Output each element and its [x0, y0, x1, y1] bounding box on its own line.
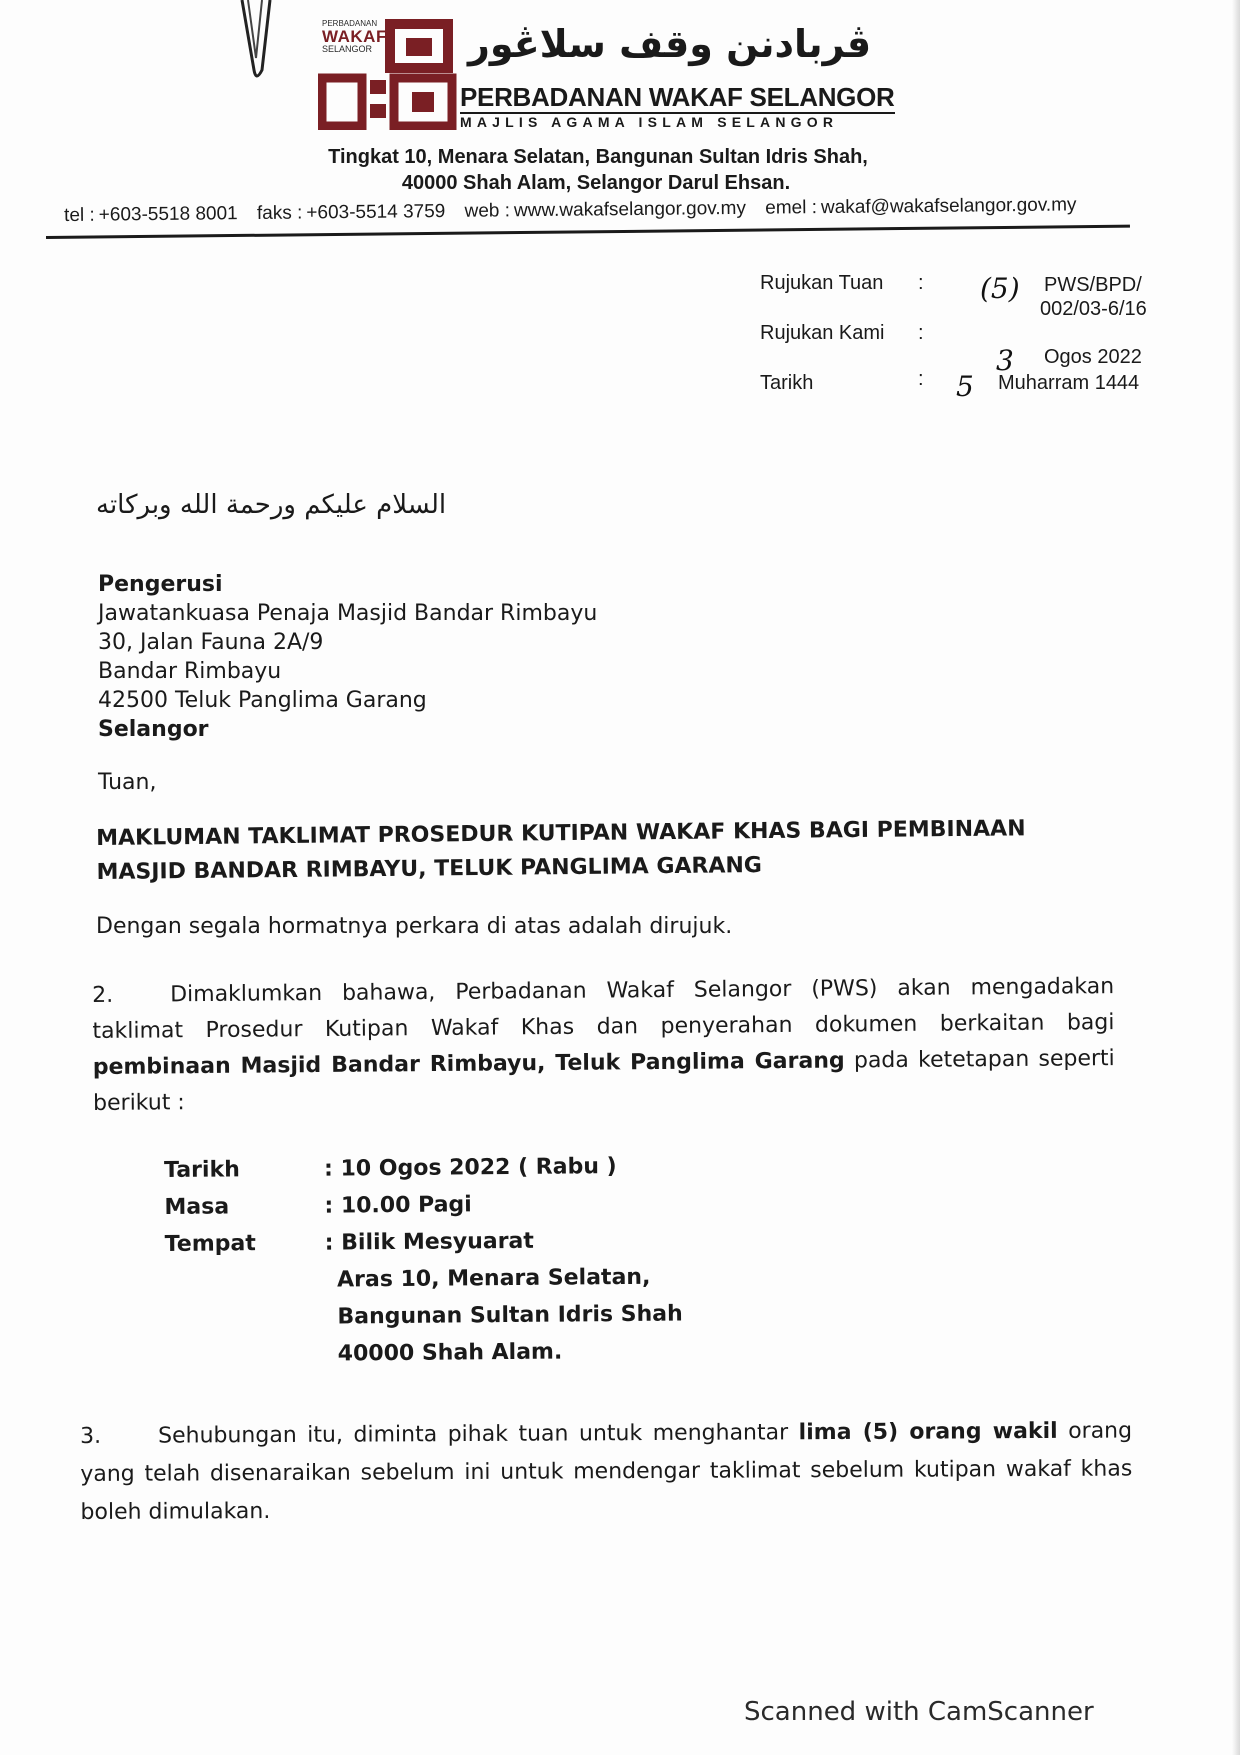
header-divider	[46, 225, 1130, 239]
recipient-line-1: Jawatankuasa Penaja Masjid Bandar Rimbayu	[98, 601, 598, 626]
letterhead-logo	[318, 18, 895, 138]
recipient-title: Pengerusi	[98, 572, 223, 597]
hijri-handwritten-day: 5	[956, 370, 974, 403]
paragraph-3-text-a: Sehubungan itu, diminta pihak tuan untuk menghantar	[158, 1420, 799, 1449]
letter-subject	[96, 811, 1137, 890]
org-subtitle: MAJLIS AGAMA ISLAM SELANGOR	[460, 114, 839, 130]
paragraph-3-bold: lima (5) orang wakil	[798, 1418, 1058, 1446]
recipient-line-2: 30, Jalan Fauna 2A/9	[98, 630, 324, 655]
arabic-org-title: ڤربادنن وقف سلاڠور	[468, 22, 872, 66]
paragraph-2-number: 2.	[92, 982, 114, 1008]
rujukan-kami-colon: :	[918, 322, 924, 344]
recipient-address	[98, 570, 597, 744]
web-label: web :	[464, 200, 511, 222]
logo-text-selangor: SELANGOR	[322, 44, 373, 54]
detail-tempat-value: : Bilik Mesyuarat	[324, 1228, 534, 1256]
paragraph-3-number: 3.	[80, 1423, 102, 1449]
tel-value: +603-5518 8001	[98, 203, 238, 226]
rujukan-kami-line2: 002/03-6/16	[1040, 298, 1147, 320]
meeting-details	[164, 1154, 683, 1380]
subject-line-1: MAKLUMAN TAKLIMAT PROSEDUR KUTIPAN WAKAF KHAS BAGI PEMBINAAN	[96, 816, 1026, 851]
tarikh-colon: :	[918, 368, 924, 390]
recipient-line-3: Bandar Rimbayu	[98, 659, 282, 684]
tel-label: tel :	[64, 204, 95, 226]
fax-label: faks :	[256, 202, 303, 224]
paragraph-2-bold: pembinaan Masjid Bandar Rimbayu, Teluk Panglima Garang	[92, 1048, 845, 1080]
detail-tempat-line-3-text: Bangunan Sultan Idris Shah	[337, 1301, 683, 1330]
recipient-line-4: 42500 Teluk Panglima Garang	[98, 688, 427, 713]
recipient-line-5: Selangor	[98, 717, 209, 742]
logo-text-perbadanan: PERBADANAN	[322, 19, 378, 28]
page-edge-shadow	[1232, 0, 1240, 1755]
rujukan-tuan-colon: :	[918, 272, 924, 294]
subject-line-2: MASJID BANDAR RIMBAYU, TELUK PANGLIMA GARANG	[96, 853, 763, 885]
detail-tempat-line-2-text: Aras 10, Menara Selatan,	[336, 1264, 651, 1293]
arabic-greeting: السلام عليكم ورحمة الله وبركاته	[96, 490, 447, 520]
logo-wordmark	[322, 19, 387, 54]
detail-tempat-label: Tempat	[164, 1231, 256, 1257]
address-line-1: Tingkat 10, Menara Selatan, Bangunan Sultan Idris Shah,	[328, 146, 868, 168]
paper-clip-icon	[236, 0, 276, 90]
rujukan-tuan-label: Rujukan Tuan	[760, 272, 884, 294]
tarikh-handwritten-day: 3	[996, 344, 1014, 377]
camscanner-watermark: Scanned with CamScanner	[744, 1697, 1094, 1727]
contact-line	[64, 194, 1124, 227]
paragraph-2-text-b: pada ketetapan seperti berikut :	[92, 1046, 1115, 1116]
hijri-month: Muharram 1444	[998, 372, 1140, 394]
detail-masa-label: Masa	[164, 1194, 230, 1220]
org-name: PERBADANAN WAKAF SELANGOR	[460, 82, 895, 112]
tarikh-month: Ogos 2022	[1044, 346, 1142, 368]
logo-text-wakaf: WAKAF	[322, 27, 387, 46]
salutation: Tuan,	[98, 770, 157, 795]
detail-masa-value: : 10.00 Pagi	[324, 1192, 472, 1219]
email-value: wakaf@wakafselangor.gov.my	[820, 194, 1077, 219]
paragraph-3-text-b: orang yang telah disenaraikan sebelum ini untuk mendengar taklimat sebelum kutipan wakaf khas boleh dimulakan.	[80, 1418, 1133, 1525]
paragraph-2	[92, 969, 1115, 1122]
detail-tempat-line-4-text: 40000 Shah Alam.	[337, 1339, 563, 1367]
tarikh-label: Tarikh	[760, 372, 814, 394]
rujukan-kami-label: Rujukan Kami	[760, 322, 885, 344]
rujukan-kami-handwritten: (5)	[980, 272, 1020, 305]
rujukan-kami-line1: PWS/BPD/	[1044, 274, 1142, 296]
web-value: www.wakafselangor.gov.my	[513, 197, 747, 222]
detail-tarikh-label: Tarikh	[164, 1157, 240, 1183]
paragraph-1: Dengan segala hormatnya perkara di atas adalah dirujuk.	[96, 914, 733, 939]
detail-tarikh-value: : 10 Ogos 2022 ( Rabu )	[323, 1154, 617, 1182]
email-label: emel :	[765, 197, 818, 219]
address-line-2: 40000 Shah Alam, Selangor Darul Ehsan.	[401, 172, 791, 194]
paragraph-2-text-a: Dimaklumkan bahawa, Perbadanan Wakaf Selangor (PWS) akan mengadakan taklimat Prosedur Kutipan Wakaf Khas dan penyerahan dokumen berkaitan bagi	[92, 974, 1115, 1044]
fax-value: +603-5514 3759	[306, 201, 446, 224]
paragraph-3	[80, 1412, 1133, 1532]
